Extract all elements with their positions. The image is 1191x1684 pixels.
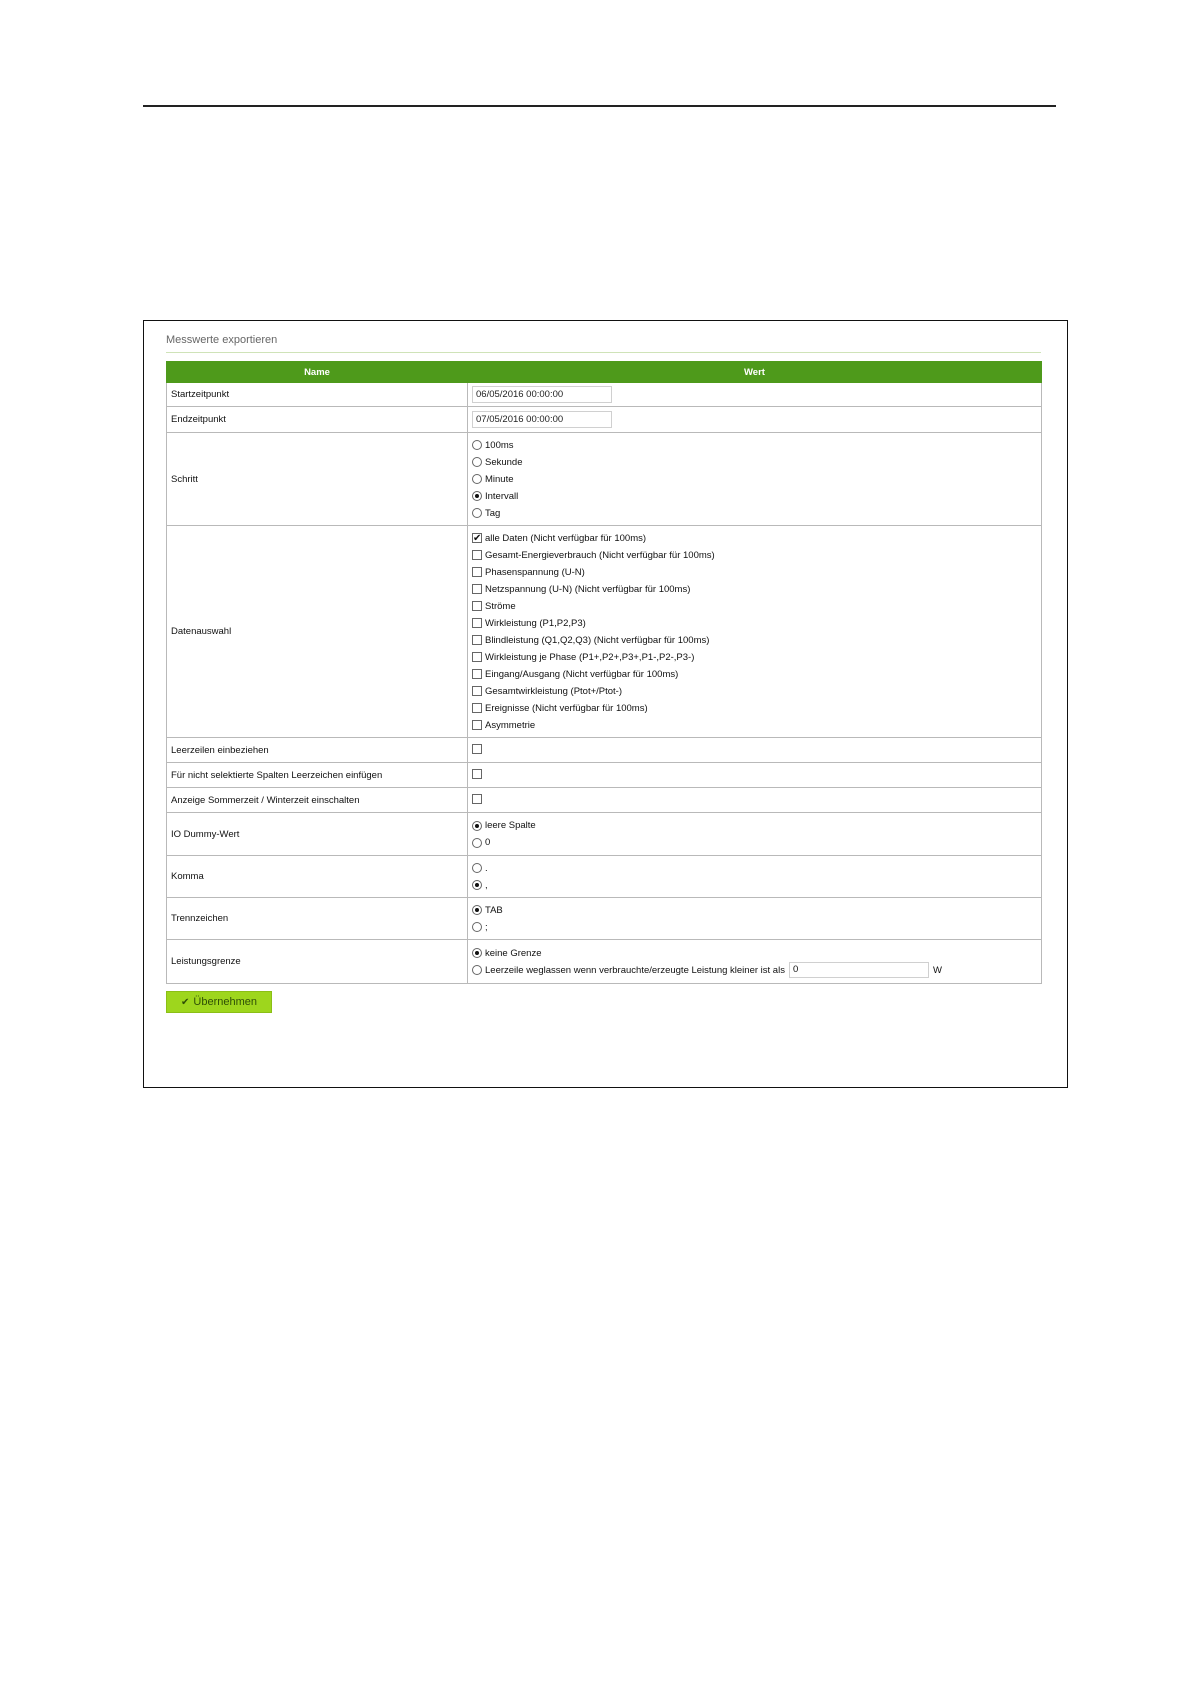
io-dummy-option[interactable] bbox=[472, 834, 1041, 851]
column-header-name: Name bbox=[167, 362, 468, 383]
row-label-empty-rows: Leerzeilen einbeziehen bbox=[167, 738, 468, 763]
table-header-row bbox=[167, 362, 1042, 383]
step-radio[interactable] bbox=[472, 491, 482, 501]
data-selection-label: Eingang/Ausgang (Nicht verfügbar für 100ms) bbox=[485, 668, 679, 680]
data-selection-label: Ströme bbox=[485, 600, 516, 612]
data-selection-checkbox[interactable] bbox=[472, 652, 482, 662]
step-radio[interactable] bbox=[472, 508, 482, 518]
comma-option-label: . bbox=[485, 862, 488, 874]
step-option-label: Sekunde bbox=[485, 456, 523, 468]
table-row bbox=[167, 383, 1042, 407]
data-selection-checkbox[interactable] bbox=[472, 635, 482, 645]
power-limit-skip-radio[interactable] bbox=[472, 965, 482, 975]
data-selection-label: Wirkleistung je Phase (P1+,P2+,P3+,P1-,P2-,P3-) bbox=[485, 651, 695, 663]
comma-option-label: , bbox=[485, 879, 488, 891]
step-radio[interactable] bbox=[472, 474, 482, 484]
data-selection-checkbox[interactable] bbox=[472, 550, 482, 560]
data-selection-option[interactable] bbox=[472, 564, 1041, 581]
separator-options bbox=[468, 898, 1042, 940]
step-radio[interactable] bbox=[472, 457, 482, 467]
apply-button[interactable] bbox=[166, 991, 272, 1013]
data-selection-option[interactable] bbox=[472, 700, 1041, 717]
io-dummy-option-label: 0 bbox=[485, 837, 491, 848]
row-label-dst: Anzeige Sommerzeit / Winterzeit einschalten bbox=[167, 788, 468, 813]
io-dummy-option-label: leere Spalte bbox=[485, 820, 536, 831]
panel-title: Messwerte exportieren bbox=[166, 334, 278, 346]
data-selection-option[interactable] bbox=[472, 683, 1041, 700]
data-selection-option[interactable] bbox=[472, 615, 1041, 632]
settings-table bbox=[166, 361, 1042, 984]
power-limit-none-option[interactable] bbox=[472, 945, 1041, 962]
power-limit-none-radio[interactable] bbox=[472, 948, 482, 958]
comma-options bbox=[468, 856, 1042, 898]
data-selection-checkbox[interactable] bbox=[472, 567, 482, 577]
data-selection-option[interactable] bbox=[472, 632, 1041, 649]
row-label-start: Startzeitpunkt bbox=[167, 383, 468, 407]
data-selection-option[interactable] bbox=[472, 598, 1041, 615]
step-option[interactable] bbox=[472, 454, 1041, 471]
table-row bbox=[167, 738, 1042, 763]
data-selection-option[interactable] bbox=[472, 581, 1041, 598]
separator-radio[interactable] bbox=[472, 922, 482, 932]
power-limit-options bbox=[468, 940, 1042, 984]
table-row bbox=[167, 763, 1042, 788]
data-selection-label: Gesamtwirkleistung (Ptot+/Ptot-) bbox=[485, 685, 623, 697]
comma-option[interactable] bbox=[472, 860, 1041, 877]
data-selection-label: Gesamt-Energieverbrauch (Nicht verfügbar für 100ms) bbox=[485, 549, 715, 561]
insert-spaces-checkbox[interactable] bbox=[472, 769, 482, 779]
separator-option[interactable] bbox=[472, 919, 1041, 936]
checkmark-icon: ✔ bbox=[181, 996, 190, 1008]
row-label-data: Datenauswahl bbox=[167, 526, 468, 738]
step-option[interactable] bbox=[472, 488, 1041, 505]
row-label-spaces: Für nicht selektierte Spalten Leerzeichen einfügen bbox=[167, 763, 468, 788]
step-option[interactable] bbox=[472, 437, 1041, 454]
page-top-rule bbox=[143, 105, 1056, 107]
column-header-value: Wert bbox=[468, 362, 1042, 383]
end-time-input[interactable]: 07/05/2016 00:00:00 bbox=[472, 411, 612, 428]
data-selection-options bbox=[468, 526, 1042, 738]
step-radio[interactable] bbox=[472, 440, 482, 450]
comma-radio[interactable] bbox=[472, 863, 482, 873]
data-selection-checkbox[interactable] bbox=[472, 669, 482, 679]
row-label-io-dummy: IO Dummy-Wert bbox=[167, 813, 468, 856]
data-selection-checkbox[interactable] bbox=[472, 533, 482, 543]
data-selection-checkbox[interactable] bbox=[472, 601, 482, 611]
data-selection-label: Asymmetrie bbox=[485, 719, 536, 731]
power-limit-unit: W bbox=[932, 964, 942, 976]
data-selection-label: Phasenspannung (U-N) bbox=[485, 566, 585, 578]
row-label-end: Endzeitpunkt bbox=[167, 407, 468, 433]
apply-button-label: Übernehmen bbox=[193, 996, 257, 1008]
row-label-power-limit: Leistungsgrenze bbox=[167, 940, 468, 984]
data-selection-checkbox[interactable] bbox=[472, 618, 482, 628]
row-label-comma: Komma bbox=[167, 856, 468, 898]
step-option-label: Tag bbox=[485, 507, 501, 519]
io-dummy-radio[interactable] bbox=[472, 838, 482, 848]
separator-option[interactable] bbox=[472, 902, 1041, 919]
data-selection-label: Netzspannung (U-N) (Nicht verfügbar für 100ms) bbox=[485, 583, 691, 595]
data-selection-checkbox[interactable] bbox=[472, 584, 482, 594]
data-selection-label: Wirkleistung (P1,P2,P3) bbox=[485, 617, 586, 629]
comma-option[interactable] bbox=[472, 877, 1041, 894]
step-option-label: Minute bbox=[485, 473, 514, 485]
data-selection-label: Blindleistung (Q1,Q2,Q3) (Nicht verfügbar für 100ms) bbox=[485, 634, 710, 646]
power-limit-none-label: keine Grenze bbox=[485, 947, 542, 959]
power-limit-skip-label: Leerzeile weglassen wenn verbrauchte/erzeugte Leistung kleiner ist als bbox=[485, 964, 785, 976]
start-time-input[interactable]: 06/05/2016 00:00:00 bbox=[472, 386, 612, 403]
dst-checkbox[interactable] bbox=[472, 794, 482, 804]
table-row bbox=[167, 526, 1042, 738]
row-label-step: Schritt bbox=[167, 433, 468, 526]
step-option[interactable] bbox=[472, 471, 1041, 488]
data-selection-option[interactable] bbox=[472, 547, 1041, 564]
data-selection-label: alle Daten (Nicht verfügbar für 100ms) bbox=[485, 532, 647, 544]
step-option[interactable] bbox=[472, 505, 1041, 522]
table-row bbox=[167, 433, 1042, 526]
table-row bbox=[167, 898, 1042, 940]
table-row bbox=[167, 788, 1042, 813]
separator-option-label: TAB bbox=[485, 904, 503, 916]
power-limit-input[interactable]: 0 bbox=[789, 962, 929, 978]
io-dummy-radio[interactable] bbox=[472, 821, 482, 831]
data-selection-option[interactable] bbox=[472, 666, 1041, 683]
power-limit-skip-option[interactable] bbox=[472, 962, 1041, 979]
data-selection-option[interactable] bbox=[472, 649, 1041, 666]
row-label-separator: Trennzeichen bbox=[167, 898, 468, 940]
data-selection-checkbox[interactable] bbox=[472, 703, 482, 713]
io-dummy-options bbox=[468, 813, 1042, 856]
data-selection-checkbox[interactable] bbox=[472, 686, 482, 696]
separator-option-label: ; bbox=[485, 921, 488, 933]
export-panel bbox=[143, 320, 1068, 1088]
data-selection-option[interactable] bbox=[472, 530, 1041, 547]
step-option-label: 100ms bbox=[485, 439, 514, 451]
data-selection-checkbox[interactable] bbox=[472, 720, 482, 730]
data-selection-label: Ereignisse (Nicht verfügbar für 100ms) bbox=[485, 702, 648, 714]
separator-radio[interactable] bbox=[472, 905, 482, 915]
panel-title-divider bbox=[166, 352, 1041, 353]
data-selection-option[interactable] bbox=[472, 717, 1041, 734]
table-row bbox=[167, 940, 1042, 984]
comma-radio[interactable] bbox=[472, 880, 482, 890]
table-row bbox=[167, 856, 1042, 898]
table-row bbox=[167, 407, 1042, 433]
table-row bbox=[167, 813, 1042, 856]
empty-rows-checkbox[interactable] bbox=[472, 744, 482, 754]
io-dummy-option[interactable] bbox=[472, 817, 1041, 834]
step-option-label: Intervall bbox=[485, 490, 519, 502]
step-options bbox=[468, 433, 1042, 526]
